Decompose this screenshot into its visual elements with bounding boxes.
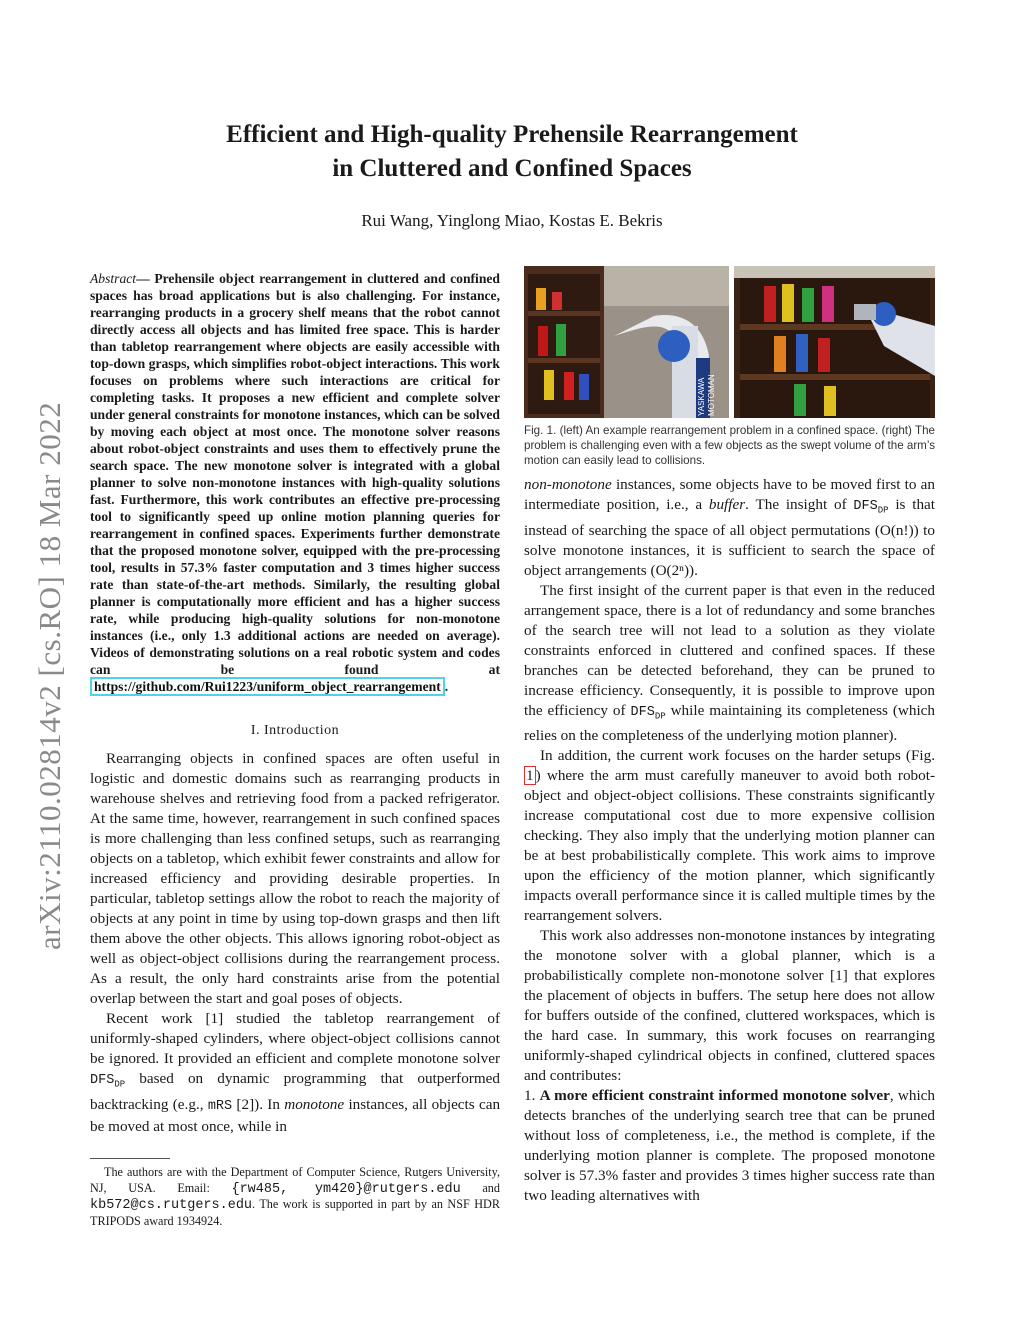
abstract-label: Abstract— <box>90 271 150 286</box>
title-line-1: Efficient and High-quality Prehensile Rearrangement <box>226 121 798 148</box>
footnote-rule <box>90 1158 170 1159</box>
right-paragraph-1: The first insight of the current paper is that even in the reduced arrangement space, there is a lot of redundancy and some branches of the search tree will not lead to a solution as they violate constraints enforced in cluttered and confined spaces. If these branches can be detected beforehand, they can be pruned to increase efficiency. Consequently, it is possible to improve upon the efficiency of $DFS_{DP}$ while maintaining its completeness (which relies on the completeness of the underlying motion planner). <box>524 581 936 745</box>
robot-label-1: YASKAWA <box>697 377 706 416</box>
dfs-dp-term-3: $DFS_{DP}$ <box>630 704 666 722</box>
figure-caption: Fig. 1. (left) An example rearrangement problem in a confined space. (right) The problem is challenging even with a few objects as the swept volume of the arm’s motion can easily lead to collisions. <box>524 424 935 467</box>
mrs-term: mRS <box>207 1098 233 1114</box>
figure-left-photo <box>524 266 729 418</box>
right-column-body <box>524 475 935 1206</box>
intro-paragraph-1: Rearranging objects in confined spaces are often useful in logistic and domestic domains such as rearranging products in warehouse shelves and retrieving food from a packed refrigerator. At the same time, however, rearrangement in such confined spaces is more challenging than less confined setups, such as rearranging objects on a tabletop, which exhibit fewer constraints and allow for increased efficiency and providing desirable properties. In particular, tabletop settings allow the robot to reach the majority of objects at any point in time by using top-down grasps and then lift them above the other objects. This allows ignoring robot-object as well as object-object collisions during the rearrangement process. As a result, the only hard constraints arise from the potential overlap between the start and goal poses of objects. <box>90 750 500 1007</box>
right-paragraph-0: non-monotone instances, some objects have to be moved first to an intermediate position, i.e., a buffer. The insight of $DFS_{DP}$ is that instead of searching the space of all object permutations (O(n!)) to solve monotone instances, it is sufficient to search the space of object arrangements (O(2ⁿ)). <box>524 476 936 579</box>
dfs-dp-term: $DFS_{DP}$ <box>90 1073 126 1090</box>
contribution-1: 1. A more efficient constraint informed monotone solver, which detects branches of the underlying search tree that can be pruned without loss of completeness, i.e., the method is complete, if the underlying motion planner is complete. The proposed monotone solver is 57.3% faster and provides 3 times higher success rate than two leading alternatives with <box>524 1087 935 1205</box>
right-paragraph-2: In addition, the current work focuses on the harder setups (Fig. 1 ) where the arm must carefully maneuver to avoid both robot-object and object-object collisions. These constraints significantly increase computational cost due to more expensive collision checking. They also imply that the underlying motion planner can be at best probabilistically complete. This work aims to improve upon the efficiency of the motion planner, which significantly impacts overall performance since it is called multiple times by the rearrangement solvers. <box>524 747 935 925</box>
abstract-end: . <box>444 679 449 694</box>
email-bekris[interactable]: kb572@cs.rutgers.edu <box>90 1198 253 1213</box>
abstract <box>90 270 500 695</box>
code-link[interactable]: https://github.com/Rui1223/uniform_object_rearrangement <box>90 677 445 696</box>
dfs-dp-term-2: $DFS_{DP}$ <box>853 499 889 516</box>
figure-reference-link[interactable]: 1 <box>526 767 534 785</box>
authors: Rui Wang, Yinglong Miao, Kostas E. Bekris <box>361 211 663 230</box>
left-column-body <box>90 749 500 1137</box>
footnote: The authors are with the Department of Computer Science, Rutgers University, NJ, USA. Email: {rw485, ym420}@rutgers.edu and kb572@cs.rutgers.edu. The work is supported in part by an NSF HDR TRIPODS award 1934924. <box>90 1165 500 1228</box>
right-paragraph-3: This work also addresses non-monotone instances by integrating the monotone solver with a global planner, which is a probabilistically complete non-monotone solver [1] that explores the placement of objects in buffers. The setup here does not allow for buffers outside of the confined, cluttered workspaces, which is the hard case. In summary, this work focuses on rearranging uniformly-shaped cylindrical objects in confined, cluttered spaces and contributes: <box>524 927 935 1085</box>
figure-right-photo <box>734 266 935 418</box>
title-line-2: in Cluttered and Confined Spaces <box>332 155 692 182</box>
paper-title <box>120 118 904 186</box>
abstract-text: Prehensile object rearrangement in cluttered and confined spaces has broad applications but is also challenging. For instance, rearranging products in a grocery shelf means that the robot cannot directly access all objects and has limited free space. This is harder than tabletop rearrangement where objects are easily accessible with top-down grasps, which simplifies robot-object interactions. This work focuses on problems where such interactions are critical for completing tasks. It proposes a new efficient and complete solver under general constraints for monotone instances, which can be solved by moving each object at most once. The monotone solver reasons about robot-object constraints and uses them to effectively prune the search space. The new monotone solver is integrated with a global planner to solve non-monotone instances with high-quality solutions fast. Furthermore, this work contributes an effective pre-processing tool to significantly speed up online motion planning queries for rearrangement in confined spaces. Experiments further demonstrate that the proposed monotone solver, equipped with the pre-processing tool, results in 57.3% faster computation and 3 times higher success rate than state-of-the-art methods. Similarly, the resulting global planner is computationally more efficient and has a higher success rate, while producing high-quality solutions for non-monotone instances (i.e., only 1.3 additional actions are needed on average). Videos of demonstrating solutions on a real robotic system and codes can be found at <box>90 271 500 677</box>
robot-label-2: MOTOMAN <box>707 374 716 416</box>
intro-paragraph-2: Recent work [1] studied the tabletop rearrangement of uniformly-shaped cylinders, where object-object collisions cannot be ignored. It provided an efficient and complete monotone solver $DFS_{DP}$ based on dynamic programming that outperformed backtracking (e.g., mRS [2]). In monotone instances, all objects can be moved at most once, while in <box>90 1010 501 1135</box>
section-heading: I. Introduction <box>250 723 340 738</box>
email-ids[interactable]: {rw485, ym420}@rutgers.edu <box>231 1181 461 1197</box>
arxiv-id: arXiv:2110.02814v2 [cs.RO] 18 Mar 2022 <box>32 401 67 950</box>
